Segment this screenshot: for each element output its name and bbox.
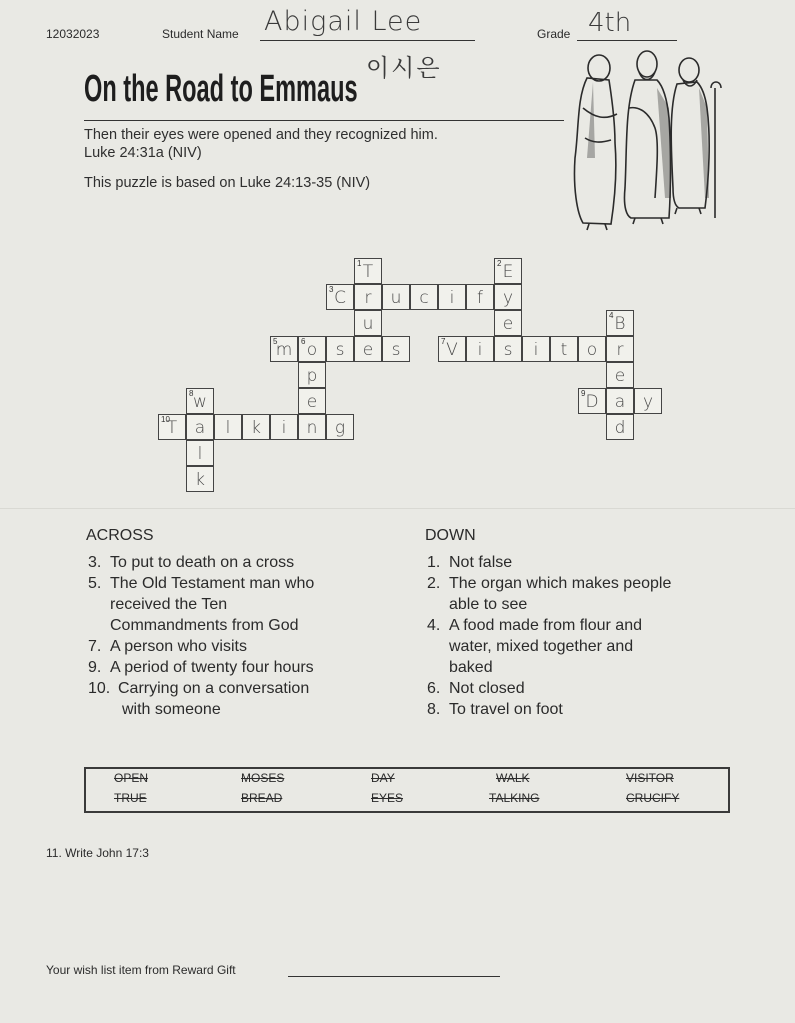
- crossword-cell[interactable]: [466, 284, 494, 310]
- clue-number: 3.: [88, 554, 102, 571]
- across-heading: ACROSS: [86, 527, 154, 544]
- crossword-cell-letter: i: [281, 418, 287, 438]
- crossword-cell[interactable]: [438, 336, 466, 362]
- word-bank-word: CRUCIFY: [626, 791, 680, 805]
- word-bank-word: BREAD: [241, 791, 283, 805]
- worksheet-code: 12032023: [46, 27, 100, 41]
- crossword-cell[interactable]: [214, 414, 242, 440]
- clue-text: A period of twenty four hours: [110, 659, 314, 676]
- crossword-cell[interactable]: [326, 336, 354, 362]
- word-bank-word: EYES: [371, 791, 404, 805]
- crossword-cell-number: 4: [609, 311, 614, 320]
- crossword-cell[interactable]: [298, 388, 326, 414]
- student-name-line: [260, 40, 475, 41]
- clue-text: A food made from flour and: [449, 617, 642, 634]
- grade-field[interactable]: 4th: [588, 8, 632, 38]
- crossword-cell-number: 8: [189, 389, 194, 398]
- crossword-cell[interactable]: [634, 388, 662, 414]
- student-name-field[interactable]: Abigail Lee: [264, 6, 423, 37]
- crossword-cell-letter: t: [560, 340, 568, 360]
- crossword-cell-letter: B: [614, 314, 626, 334]
- clue-row: [88, 657, 408, 678]
- crossword-cell[interactable]: [578, 336, 606, 362]
- clue-number: 2.: [427, 575, 441, 592]
- word-bank-word: WALK: [496, 771, 530, 785]
- clue-number: 8.: [427, 701, 441, 718]
- crossword-cell-letter: e: [614, 366, 626, 386]
- crossword-cell-letter: k: [251, 418, 261, 438]
- crossword-cell-letter: r: [616, 340, 624, 360]
- crossword-cell-letter: a: [194, 418, 206, 438]
- crossword-cell-number: 3: [329, 285, 334, 294]
- crossword-cell[interactable]: [298, 414, 326, 440]
- crossword-cell-letter: e: [362, 340, 374, 360]
- clue-row: [88, 699, 408, 720]
- crossword-cell[interactable]: [186, 440, 214, 466]
- across-clues: [88, 552, 408, 720]
- crossword-cell-letter: o: [586, 340, 598, 360]
- crossword-cell-letter: d: [614, 418, 626, 438]
- clue-number: 4.: [427, 617, 441, 634]
- crossword-cell-letter: s: [503, 340, 513, 360]
- grade-line: [577, 40, 677, 41]
- crossword-cell-letter: u: [390, 288, 402, 308]
- crossword-cell-letter: V: [446, 340, 458, 360]
- crossword-cell[interactable]: [438, 284, 466, 310]
- word-bank-word: OPEN: [114, 771, 149, 785]
- crossword-cell-letter: y: [502, 288, 514, 308]
- clue-number: 6.: [427, 680, 441, 697]
- clue-text: baked: [449, 659, 493, 676]
- crossword-cell[interactable]: [606, 388, 634, 414]
- crossword-cell-letter: l: [225, 418, 231, 438]
- word-bank-word: MOSES: [241, 771, 285, 785]
- grade-label: Grade: [537, 27, 571, 41]
- crossword-cell[interactable]: [410, 284, 438, 310]
- crossword-cell[interactable]: [326, 414, 354, 440]
- clue-row: [88, 678, 408, 699]
- wish-list-label: Your wish list item from Reward Gift: [46, 963, 236, 977]
- crossword-cell-letter: p: [306, 366, 318, 386]
- crossword-cell-letter: E: [502, 262, 514, 282]
- crossword-cell[interactable]: [354, 258, 382, 284]
- crossword-cell[interactable]: [298, 336, 326, 362]
- crossword-cell-letter: l: [197, 444, 203, 464]
- crossword-cell-letter: r: [364, 288, 372, 308]
- clue-row: [88, 615, 408, 636]
- crossword-cell[interactable]: [270, 336, 298, 362]
- worksheet-title: On the Road to Emmaus: [84, 68, 358, 110]
- crossword-cell[interactable]: [242, 414, 270, 440]
- crossword-cell[interactable]: [326, 284, 354, 310]
- wish-list-answer-line[interactable]: [288, 976, 500, 977]
- clue-number: 5.: [88, 575, 102, 592]
- three-men-walking-illustration: [565, 48, 735, 233]
- crossword-cell[interactable]: [606, 414, 634, 440]
- crossword-cell[interactable]: [382, 284, 410, 310]
- crossword-cell[interactable]: [606, 336, 634, 362]
- clue-text: A person who visits: [110, 638, 247, 655]
- crossword-cell-letter: m: [275, 340, 293, 360]
- crossword-cell[interactable]: [270, 414, 298, 440]
- crossword-cell-letter: k: [195, 470, 205, 490]
- title-divider: [84, 120, 564, 121]
- clue-row: [88, 594, 408, 615]
- crossword-cell-letter: y: [642, 392, 654, 412]
- verse-line-1: Then their eyes were opened and they recognized him.: [84, 127, 438, 143]
- word-bank-word: DAY: [371, 771, 395, 785]
- crossword-cell-number: 5: [273, 337, 278, 346]
- crossword-cell-number: 2: [497, 259, 502, 268]
- clue-row: [427, 636, 747, 657]
- clue-text: received the Ten: [110, 596, 228, 613]
- clue-text: water, mixed together and: [449, 638, 634, 655]
- clue-row: [427, 678, 747, 699]
- verse-text: [84, 126, 438, 162]
- crossword-cell[interactable]: [606, 310, 634, 336]
- crossword-cell-letter: c: [419, 288, 429, 308]
- crossword-cell[interactable]: [466, 336, 494, 362]
- clue-text: To travel on foot: [449, 701, 563, 718]
- crossword-cell[interactable]: [522, 336, 550, 362]
- crossword-cell-letter: u: [362, 314, 374, 334]
- clue-text: Not false: [449, 554, 513, 571]
- crossword-cell[interactable]: [550, 336, 578, 362]
- crossword-cell[interactable]: [494, 310, 522, 336]
- clue-row: [88, 552, 408, 573]
- crossword-cell[interactable]: [494, 258, 522, 284]
- clue-text: Not closed: [449, 680, 525, 697]
- crossword-grid: [158, 258, 678, 508]
- verse-reference: Luke 24:31a (NIV): [84, 145, 202, 161]
- clue-text: To put to death on a cross: [110, 554, 295, 571]
- crossword-cell-letter: D: [585, 392, 599, 412]
- crossword-cell-letter: e: [306, 392, 318, 412]
- crossword-cell[interactable]: [354, 310, 382, 336]
- crossword-cell[interactable]: [158, 414, 186, 440]
- crossword-cell-letter: f: [477, 288, 483, 308]
- clue-number: 1.: [427, 554, 441, 571]
- crossword-cell-letter: i: [477, 340, 483, 360]
- word-bank: [84, 767, 730, 813]
- clue-number: 7.: [88, 638, 102, 655]
- crossword-cell[interactable]: [494, 284, 522, 310]
- word-bank-word: VISITOR: [626, 771, 674, 785]
- crossword-cell-letter: s: [335, 340, 345, 360]
- crossword-cell[interactable]: [354, 336, 382, 362]
- crossword-cell-letter: T: [166, 418, 178, 438]
- clue-row: [427, 615, 747, 636]
- question-11-answer-area[interactable]: [46, 866, 736, 956]
- down-heading: DOWN: [425, 527, 476, 544]
- crossword-cell-letter: e: [502, 314, 514, 334]
- clue-row: [427, 657, 747, 678]
- puzzle-source: This puzzle is based on Luke 24:13-35 (NIV): [84, 175, 371, 191]
- clue-number: 9.: [88, 659, 102, 676]
- crossword-cell-letter: C: [334, 288, 346, 308]
- crossword-cell[interactable]: [186, 414, 214, 440]
- clue-number: 10.: [88, 680, 111, 697]
- clue-text: The Old Testament man who: [110, 575, 315, 592]
- down-clues: [427, 552, 747, 720]
- clue-row: [427, 699, 747, 720]
- clue-row: [88, 636, 408, 657]
- clue-row: [427, 573, 747, 594]
- crossword-cell-number: 10: [161, 415, 170, 424]
- word-bank-word: TALKING: [489, 791, 540, 805]
- crossword-cell-letter: T: [362, 262, 374, 282]
- crossword-cell-number: 1: [357, 259, 362, 268]
- clue-text: with someone: [122, 701, 221, 718]
- clue-text: Commandments from God: [110, 617, 299, 634]
- crossword-cell-letter: o: [306, 340, 318, 360]
- crossword-cell[interactable]: [186, 466, 214, 492]
- clue-row: [427, 594, 747, 615]
- student-name-label: Student Name: [162, 27, 239, 41]
- crossword-cell[interactable]: [382, 336, 410, 362]
- clue-row: [427, 552, 747, 573]
- crossword-cell-letter: g: [334, 418, 346, 438]
- word-bank-word: TRUE: [114, 791, 147, 805]
- clue-text: The organ which makes people: [449, 575, 672, 592]
- question-11: 11. Write John 17:3: [46, 846, 149, 860]
- paper-fold: [0, 508, 795, 509]
- crossword-cell-number: 9: [581, 389, 586, 398]
- crossword-cell-letter: n: [306, 418, 318, 438]
- crossword-cell[interactable]: [298, 362, 326, 388]
- crossword-cell-letter: w: [193, 392, 207, 412]
- crossword-cell[interactable]: [354, 284, 382, 310]
- crossword-cell-letter: i: [449, 288, 455, 308]
- student-name-korean: 이시은: [366, 54, 442, 82]
- crossword-cell[interactable]: [186, 388, 214, 414]
- crossword-cell-letter: a: [614, 392, 626, 412]
- crossword-cell-letter: i: [533, 340, 539, 360]
- clue-text: able to see: [449, 596, 528, 613]
- crossword-cell[interactable]: [578, 388, 606, 414]
- crossword-cell-number: 6: [301, 337, 306, 346]
- crossword-cell-number: 7: [441, 337, 446, 346]
- crossword-cell-letter: s: [391, 340, 401, 360]
- clue-row: [88, 573, 408, 594]
- crossword-cell[interactable]: [494, 336, 522, 362]
- clue-text: Carrying on a conversation: [118, 680, 310, 697]
- crossword-cell[interactable]: [606, 362, 634, 388]
